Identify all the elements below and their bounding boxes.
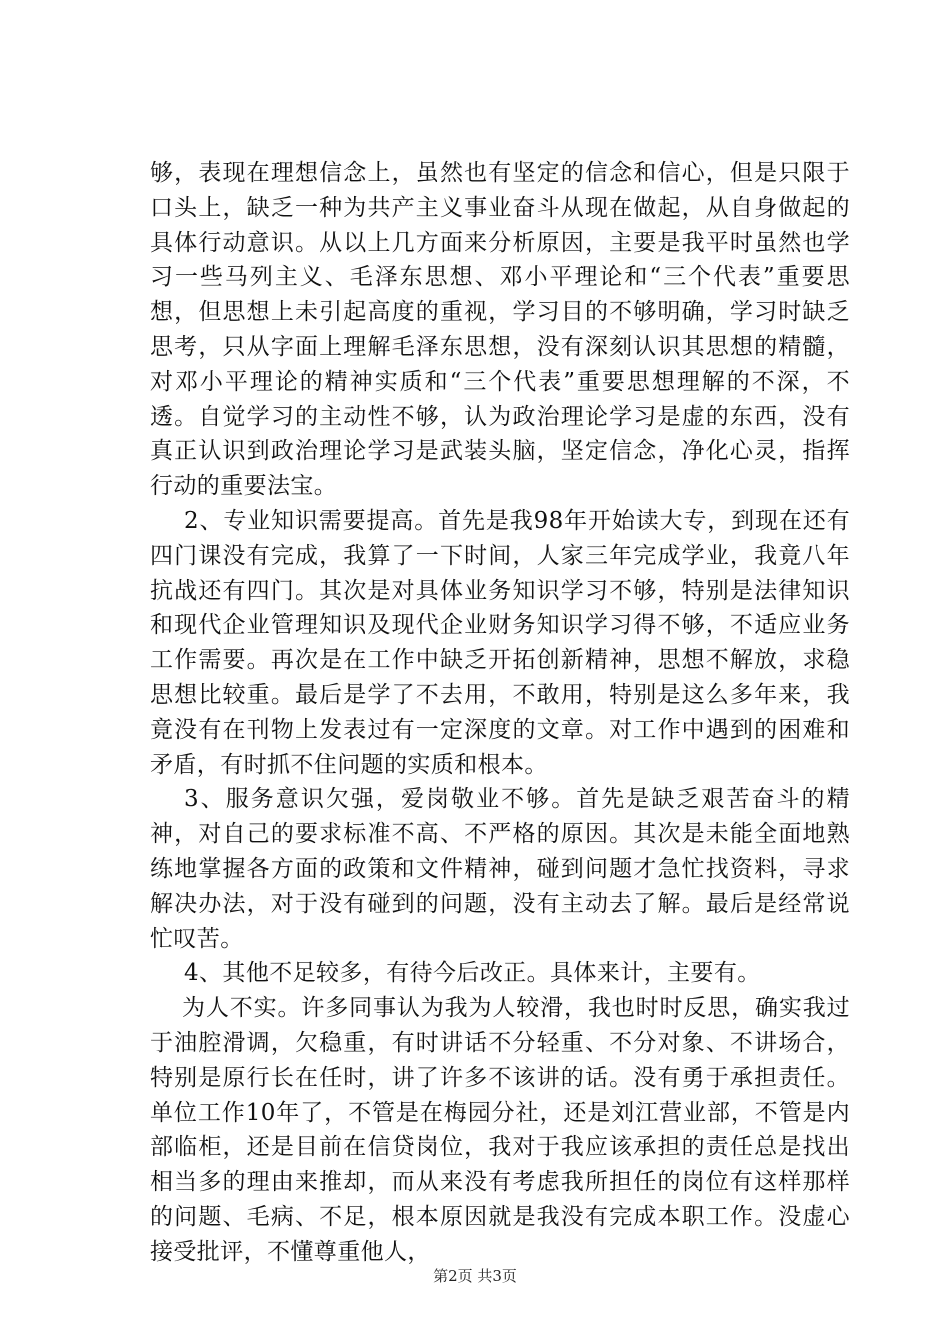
- paragraph-personal-conduct: 为人不实。许多同事认为我为人较滑，我也时时反思，确实我过于油腔滑调，欠稳重，有时讲话不分轻重、不分对象、不讲场合，特别是原行长在任时，讲了许多不该讲的话。没有勇于承担责任。单位工作10年了，不管是在梅园分社，还是刘江营业部，不管是内部临柜，还是目前在信贷岗位，我对于我应该承担的责任总是找出相当多的理由来推却，而从来没有考虑我所担任的岗位有这样那样的问题、毛病、不足，根本原因就是我没有完成本职工作。没虚心接受批评，不懂尊重他人，: [150, 995, 850, 1265]
- paragraph-professional-knowledge: 2、专业知识需要提高。首先是我98年开始读大专，到现在还有四门课没有完成，我算了一下时间，人家三年完成学业，我竟八年抗战还有四门。其次是对具体业务知识学习不够，特别是法律知识和现代企业管理知识及现代企业财务知识学习得不够，不适应业务工作需要。再次是在工作中缺乏开拓创新精神，思想不解放，求稳思想比较重。最后是学了不去用，不敢用，特别是这么多年来，我竟没有在刊物上发表过有一定深度的文章。对工作中遇到的困难和矛盾，有时抓不住问题的实质和根本。: [150, 507, 850, 778]
- paragraph-other-shortcomings: 4、其他不足较多，有待今后改正。具体来计，主要有。: [184, 960, 761, 987]
- paragraph-service-awareness: 3、服务意识欠强，爱岗敬业不够。首先是缺乏艰苦奋斗的精神，对自己的要求标准不高、不严格的原因。其次是未能全面地熟练地掌握各方面的政策和文件精神，碰到问题才急忙找资料，寻求解决办法，对于没有碰到的问题，没有主动去了解。最后是经常说忙叹苦。: [150, 786, 850, 952]
- document-body: [150, 156, 850, 1270]
- page-footer: 第2页 共3页: [433, 1267, 517, 1285]
- paragraph-continuation: 够，表现在理想信念上，虽然也有坚定的信念和信心，但是只限于口头上，缺乏一种为共产主义事业奋斗从现在做起，从自身做起的具体行动意识。从以上几方面来分析原因，主要是我平时虽然也学习一些马列主义、毛泽东思想、邓小平理论和“三个代表”重要思想，但思想上未引起高度的重视，学习目的不够明确，学习时缺乏思考，只从字面上理解毛泽东思想，没有深刻认识其思想的精髓，对邓小平理论的精神实质和“三个代表”重要思想理解的不深，不透。自觉学习的主动性不够，认为政治理论学习是虚的东西，没有真正认识到政治理论学习是武装头脑，坚定信念，净化心灵，指挥行动的重要法宝。: [150, 160, 850, 500]
